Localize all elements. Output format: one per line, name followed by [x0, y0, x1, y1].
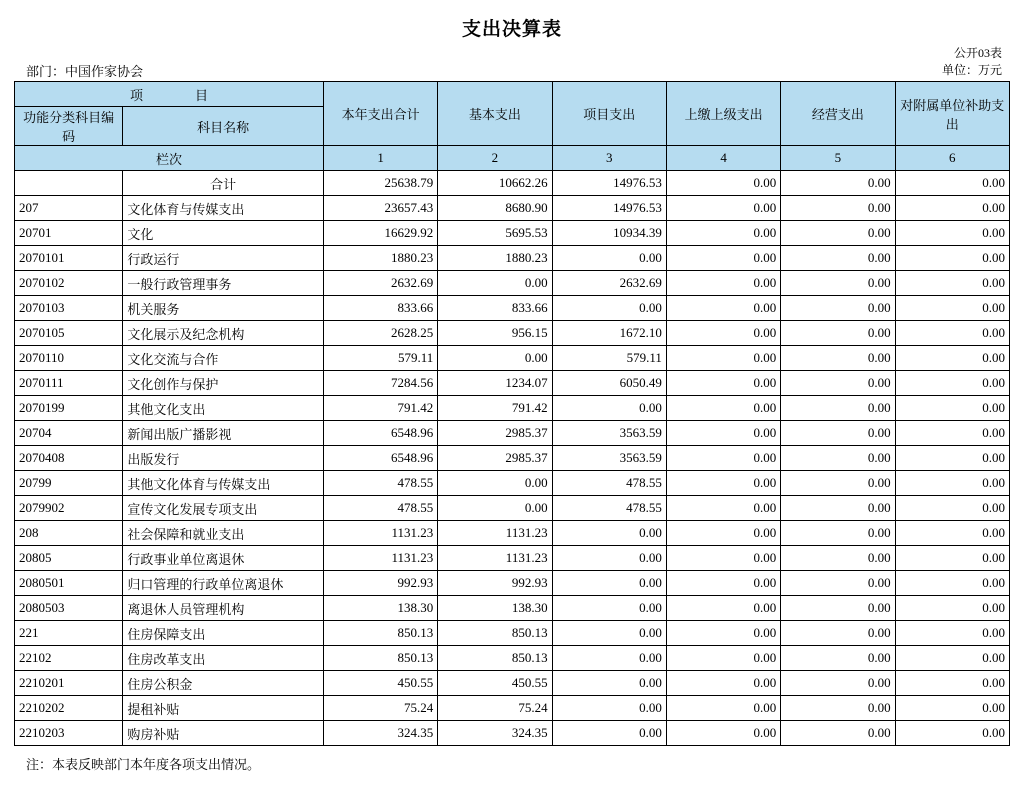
cell-value-1: 23657.43	[323, 196, 437, 221]
cell-value-4: 0.00	[666, 346, 780, 371]
cell-name: 离退休人员管理机构	[123, 596, 324, 621]
cell-code: 2080503	[15, 596, 123, 621]
cell-name: 宣传文化发展专项支出	[123, 496, 324, 521]
cell-name: 出版发行	[123, 446, 324, 471]
cell-value-4: 0.00	[666, 696, 780, 721]
column-no-2: 2	[438, 146, 552, 171]
cell-value-2: 791.42	[438, 396, 552, 421]
table-row	[15, 271, 1010, 296]
header-group-project: 项 目	[15, 82, 324, 107]
table-row	[15, 546, 1010, 571]
cell-value-2: 324.35	[438, 721, 552, 746]
cell-value-3: 0.00	[552, 646, 666, 671]
cell-name: 行政事业单位离退休	[123, 546, 324, 571]
cell-value-1: 478.55	[323, 471, 437, 496]
cell-value-2: 1880.23	[438, 246, 552, 271]
cell-value-3: 0.00	[552, 396, 666, 421]
cell-code: 2210203	[15, 721, 123, 746]
cell-value-4: 0.00	[666, 296, 780, 321]
column-no-6: 6	[895, 146, 1009, 171]
table-row	[15, 596, 1010, 621]
header-code: 功能分类科目编码	[15, 107, 123, 146]
cell-value-1: 7284.56	[323, 371, 437, 396]
cell-value-2: 850.13	[438, 646, 552, 671]
cell-value-6: 0.00	[895, 571, 1009, 596]
cell-name: 文化交流与合作	[123, 346, 324, 371]
table-row	[15, 371, 1010, 396]
cell-value-6: 0.00	[895, 371, 1009, 396]
cell-value-4: 0.00	[666, 646, 780, 671]
cell-value-3: 0.00	[552, 721, 666, 746]
cell-value-3: 14976.53	[552, 196, 666, 221]
department-label: 部门：中国作家协会	[26, 64, 144, 79]
cell-value-2: 956.15	[438, 321, 552, 346]
cell-value-3: 10934.39	[552, 221, 666, 246]
cell-value-1: 75.24	[323, 696, 437, 721]
cell-value-3: 1672.10	[552, 321, 666, 346]
cell-name: 其他文化体育与传媒支出	[123, 471, 324, 496]
cell-value-3: 14976.53	[552, 171, 666, 196]
cell-value-1: 478.55	[323, 496, 437, 521]
column-no-4: 4	[666, 146, 780, 171]
cell-value-2: 75.24	[438, 696, 552, 721]
cell-value-5: 0.00	[781, 496, 895, 521]
cell-value-4: 0.00	[666, 221, 780, 246]
cell-value-2: 2985.37	[438, 446, 552, 471]
cell-name: 提租补贴	[123, 696, 324, 721]
cell-code: 20799	[15, 471, 123, 496]
cell-value-6: 0.00	[895, 546, 1009, 571]
cell-value-2: 0.00	[438, 346, 552, 371]
cell-value-5: 0.00	[781, 346, 895, 371]
cell-value-4: 0.00	[666, 196, 780, 221]
cell-value-1: 579.11	[323, 346, 437, 371]
header-total: 本年支出合计	[323, 82, 437, 146]
cell-value-5: 0.00	[781, 696, 895, 721]
cell-name: 住房保障支出	[123, 621, 324, 646]
cell-value-6: 0.00	[895, 521, 1009, 546]
cell-value-5: 0.00	[781, 321, 895, 346]
cell-value-3: 0.00	[552, 546, 666, 571]
cell-code: 207	[15, 196, 123, 221]
cell-value-1: 992.93	[323, 571, 437, 596]
cell-value-6: 0.00	[895, 221, 1009, 246]
cell-value-6: 0.00	[895, 321, 1009, 346]
cell-value-1: 324.35	[323, 721, 437, 746]
cell-value-2: 1131.23	[438, 546, 552, 571]
cell-name: 归口管理的行政单位离退休	[123, 571, 324, 596]
cell-name: 文化创作与保护	[123, 371, 324, 396]
column-no-3: 3	[552, 146, 666, 171]
cell-value-2: 833.66	[438, 296, 552, 321]
document-page	[0, 14, 1024, 808]
cell-value-6: 0.00	[895, 446, 1009, 471]
header-upper: 上缴上级支出	[666, 82, 780, 146]
cell-value-6: 0.00	[895, 421, 1009, 446]
column-no-1: 1	[323, 146, 437, 171]
table-row	[15, 246, 1010, 271]
cell-value-6: 0.00	[895, 246, 1009, 271]
cell-value-3: 6050.49	[552, 371, 666, 396]
table-header	[15, 82, 1010, 171]
cell-value-1: 25638.79	[323, 171, 437, 196]
header-basic: 基本支出	[438, 82, 552, 146]
cell-value-2: 850.13	[438, 621, 552, 646]
cell-value-2: 0.00	[438, 271, 552, 296]
cell-name: 社会保障和就业支出	[123, 521, 324, 546]
page-title: 支出决算表	[461, 19, 562, 40]
cell-value-4: 0.00	[666, 171, 780, 196]
cell-value-5: 0.00	[781, 471, 895, 496]
table-row	[15, 196, 1010, 221]
header-project: 项目支出	[552, 82, 666, 146]
cell-name: 文化展示及纪念机构	[123, 321, 324, 346]
cell-value-2: 5695.53	[438, 221, 552, 246]
cell-value-3: 0.00	[552, 571, 666, 596]
cell-code: 20805	[15, 546, 123, 571]
cell-code: 2079902	[15, 496, 123, 521]
cell-code: 2210202	[15, 696, 123, 721]
cell-value-4: 0.00	[666, 596, 780, 621]
cell-value-1: 450.55	[323, 671, 437, 696]
cell-value-6: 0.00	[895, 171, 1009, 196]
cell-value-3: 478.55	[552, 471, 666, 496]
cell-value-6: 0.00	[895, 471, 1009, 496]
cell-value-5: 0.00	[781, 571, 895, 596]
cell-value-5: 0.00	[781, 421, 895, 446]
cell-value-5: 0.00	[781, 621, 895, 646]
cell-name: 住房改革支出	[123, 646, 324, 671]
unit-label: 单位：万元	[941, 63, 1002, 77]
cell-value-2: 0.00	[438, 496, 552, 521]
table-row	[15, 721, 1010, 746]
cell-code: 2070111	[15, 371, 123, 396]
cell-value-2: 8680.90	[438, 196, 552, 221]
cell-value-6: 0.00	[895, 396, 1009, 421]
cell-value-3: 0.00	[552, 671, 666, 696]
cell-code: 2070408	[15, 446, 123, 471]
cell-value-6: 0.00	[895, 596, 1009, 621]
cell-value-3: 478.55	[552, 496, 666, 521]
cell-value-5: 0.00	[781, 271, 895, 296]
cell-name: 文化	[123, 221, 324, 246]
cell-value-6: 0.00	[895, 346, 1009, 371]
cell-code: 221	[15, 621, 123, 646]
cell-value-1: 1880.23	[323, 246, 437, 271]
cell-value-1: 16629.92	[323, 221, 437, 246]
table-row	[15, 421, 1010, 446]
cell-name: 合计	[123, 171, 324, 196]
table-row	[15, 696, 1010, 721]
table-row	[15, 296, 1010, 321]
cell-value-6: 0.00	[895, 721, 1009, 746]
header-row-colno	[15, 146, 1010, 171]
cell-code	[15, 171, 123, 196]
table-row-total	[15, 171, 1010, 196]
cell-name: 一般行政管理事务	[123, 271, 324, 296]
cell-value-4: 0.00	[666, 271, 780, 296]
cell-value-4: 0.00	[666, 621, 780, 646]
header-subsidy: 对附属单位补助支出	[895, 82, 1009, 146]
cell-value-4: 0.00	[666, 396, 780, 421]
header-name: 科目名称	[123, 107, 324, 146]
cell-value-2: 138.30	[438, 596, 552, 621]
cell-value-4: 0.00	[666, 371, 780, 396]
cell-value-1: 850.13	[323, 621, 437, 646]
cell-value-6: 0.00	[895, 671, 1009, 696]
cell-value-3: 0.00	[552, 596, 666, 621]
cell-value-1: 6548.96	[323, 421, 437, 446]
cell-value-2: 0.00	[438, 471, 552, 496]
cell-value-1: 138.30	[323, 596, 437, 621]
table-row	[15, 396, 1010, 421]
cell-value-5: 0.00	[781, 546, 895, 571]
cell-value-5: 0.00	[781, 396, 895, 421]
cell-code: 20704	[15, 421, 123, 446]
cell-name: 购房补贴	[123, 721, 324, 746]
expenditure-table	[14, 81, 1010, 746]
cell-value-1: 2632.69	[323, 271, 437, 296]
table-note: 注：本表反映部门本年度各项支出情况。	[26, 757, 261, 772]
table-row	[15, 646, 1010, 671]
cell-value-4: 0.00	[666, 571, 780, 596]
cell-value-5: 0.00	[781, 371, 895, 396]
cell-name: 其他文化支出	[123, 396, 324, 421]
cell-code: 2070110	[15, 346, 123, 371]
table-body	[15, 171, 1010, 746]
cell-value-3: 0.00	[552, 696, 666, 721]
cell-value-1: 1131.23	[323, 546, 437, 571]
cell-name: 新闻出版广播影视	[123, 421, 324, 446]
cell-value-5: 0.00	[781, 671, 895, 696]
cell-value-5: 0.00	[781, 171, 895, 196]
cell-value-6: 0.00	[895, 271, 1009, 296]
cell-code: 20701	[15, 221, 123, 246]
cell-value-4: 0.00	[666, 446, 780, 471]
table-row	[15, 471, 1010, 496]
cell-value-1: 1131.23	[323, 521, 437, 546]
cell-name: 机关服务	[123, 296, 324, 321]
cell-value-3: 0.00	[552, 246, 666, 271]
table-row	[15, 221, 1010, 246]
cell-value-2: 450.55	[438, 671, 552, 696]
cell-value-3: 0.00	[552, 521, 666, 546]
cell-value-3: 0.00	[552, 296, 666, 321]
cell-value-5: 0.00	[781, 721, 895, 746]
cell-value-5: 0.00	[781, 446, 895, 471]
document-meta	[14, 47, 1010, 81]
cell-code: 2080501	[15, 571, 123, 596]
cell-name: 住房公积金	[123, 671, 324, 696]
cell-value-5: 0.00	[781, 521, 895, 546]
column-no-label: 栏次	[15, 146, 324, 171]
cell-value-4: 0.00	[666, 521, 780, 546]
cell-value-1: 6548.96	[323, 446, 437, 471]
cell-value-5: 0.00	[781, 246, 895, 271]
table-row	[15, 321, 1010, 346]
cell-name: 文化体育与传媒支出	[123, 196, 324, 221]
cell-code: 2070105	[15, 321, 123, 346]
cell-value-3: 2632.69	[552, 271, 666, 296]
cell-value-1: 791.42	[323, 396, 437, 421]
cell-value-6: 0.00	[895, 696, 1009, 721]
cell-value-4: 0.00	[666, 246, 780, 271]
table-row	[15, 446, 1010, 471]
cell-value-4: 0.00	[666, 496, 780, 521]
cell-value-3: 3563.59	[552, 446, 666, 471]
cell-value-5: 0.00	[781, 296, 895, 321]
cell-value-6: 0.00	[895, 621, 1009, 646]
cell-value-2: 10662.26	[438, 171, 552, 196]
table-row	[15, 671, 1010, 696]
cell-value-2: 1131.23	[438, 521, 552, 546]
cell-value-4: 0.00	[666, 546, 780, 571]
cell-value-1: 2628.25	[323, 321, 437, 346]
table-row	[15, 346, 1010, 371]
cell-code: 2070103	[15, 296, 123, 321]
header-row-group	[15, 82, 1010, 107]
cell-value-6: 0.00	[895, 196, 1009, 221]
cell-value-3: 3563.59	[552, 421, 666, 446]
form-number: 公开03表	[953, 46, 1002, 60]
cell-value-5: 0.00	[781, 596, 895, 621]
cell-name: 行政运行	[123, 246, 324, 271]
header-operating: 经营支出	[781, 82, 895, 146]
cell-code: 2070102	[15, 271, 123, 296]
cell-value-1: 833.66	[323, 296, 437, 321]
cell-code: 208	[15, 521, 123, 546]
form-meta	[942, 45, 1002, 79]
cell-code: 2070199	[15, 396, 123, 421]
cell-value-4: 0.00	[666, 721, 780, 746]
cell-value-5: 0.00	[781, 221, 895, 246]
cell-value-2: 992.93	[438, 571, 552, 596]
cell-value-5: 0.00	[781, 646, 895, 671]
cell-value-6: 0.00	[895, 646, 1009, 671]
table-row	[15, 496, 1010, 521]
column-no-5: 5	[781, 146, 895, 171]
cell-value-6: 0.00	[895, 296, 1009, 321]
cell-value-3: 579.11	[552, 346, 666, 371]
cell-value-4: 0.00	[666, 471, 780, 496]
cell-value-1: 850.13	[323, 646, 437, 671]
cell-value-4: 0.00	[666, 671, 780, 696]
cell-value-5: 0.00	[781, 196, 895, 221]
cell-value-3: 0.00	[552, 621, 666, 646]
table-row	[15, 521, 1010, 546]
cell-code: 2210201	[15, 671, 123, 696]
cell-value-2: 1234.07	[438, 371, 552, 396]
cell-value-6: 0.00	[895, 496, 1009, 521]
cell-value-2: 2985.37	[438, 421, 552, 446]
cell-value-4: 0.00	[666, 321, 780, 346]
cell-code: 2070101	[15, 246, 123, 271]
table-row	[15, 571, 1010, 596]
cell-value-4: 0.00	[666, 421, 780, 446]
cell-code: 22102	[15, 646, 123, 671]
table-row	[15, 621, 1010, 646]
